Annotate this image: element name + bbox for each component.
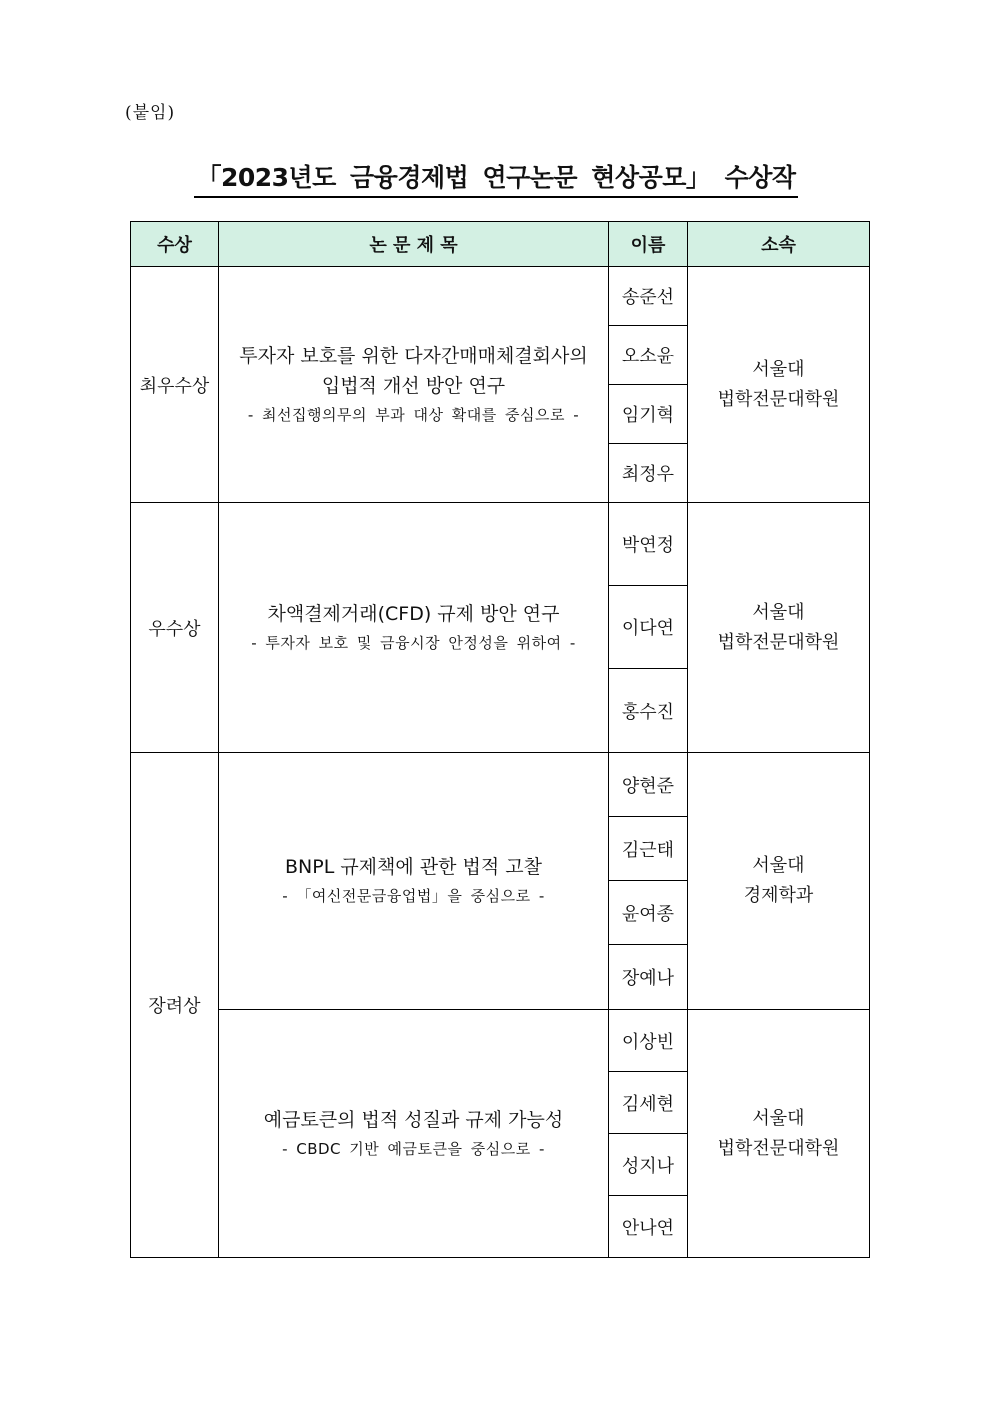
name-cell: 윤여종 [609, 881, 688, 945]
attachment-label: (붙임) [125, 103, 176, 123]
affiliation-cell [688, 267, 870, 503]
table-row [131, 267, 870, 326]
paper-title-cell [219, 503, 609, 753]
paper-title-cell [219, 753, 609, 1010]
award-cell: 최우수상 [131, 267, 219, 503]
name-cell: 안나연 [609, 1196, 688, 1258]
awards-table [130, 221, 870, 1258]
name-cell: 박연정 [609, 503, 688, 586]
header-affiliation: 소속 [688, 222, 870, 267]
table-row [131, 753, 870, 817]
paper-subtitle: - 투자자 보호 및 금융시장 안정성을 위하여 - [251, 633, 576, 652]
name-cell: 오소윤 [609, 326, 688, 385]
table-row [131, 1010, 870, 1072]
paper-title-line: 예금토큰의 법적 성질과 규제 가능성 [263, 1108, 564, 1131]
paper-title-line: 차액결제거래(CFD) 규제 방안 연구 [267, 602, 560, 625]
name-cell: 홍수진 [609, 669, 688, 753]
affiliation-cell [688, 503, 870, 753]
name-cell: 장예나 [609, 945, 688, 1010]
table-row [131, 503, 870, 586]
name-cell: 양현준 [609, 753, 688, 817]
name-cell: 임기혁 [609, 385, 688, 444]
affiliation-line: 서울대 [752, 358, 805, 380]
paper-title-line: BNPL 규제책에 관한 법적 고찰 [285, 856, 542, 878]
affiliation-line: 법학전문대학원 [717, 1137, 840, 1159]
paper-title-line: 투자자 보호를 위한 다자간매매체결회사의 [239, 344, 588, 367]
affiliation-line: 법학전문대학원 [717, 388, 840, 410]
paper-subtitle: - 「여신전문금융업법」을 중심으로 - [282, 887, 545, 905]
page-title: 「2023년도 금융경제법 연구논문 현상공모」 수상작 [194, 158, 797, 198]
affiliation-line: 서울대 [752, 1107, 805, 1129]
header-award: 수상 [131, 222, 219, 267]
affiliation-line: 서울대 [752, 601, 805, 623]
name-cell: 이상빈 [609, 1010, 688, 1072]
award-cell: 우수상 [131, 503, 219, 753]
name-cell: 송준선 [609, 267, 688, 326]
header-paper-title: 논 문 제 목 [219, 222, 609, 267]
affiliation-line: 서울대 [752, 855, 805, 876]
name-cell: 김근태 [609, 817, 688, 881]
name-cell: 김세현 [609, 1072, 688, 1134]
table-header-row [131, 222, 870, 267]
affiliation-cell [688, 1010, 870, 1258]
title-container [0, 158, 992, 198]
header-name: 이름 [609, 222, 688, 267]
award-cell: 장려상 [131, 753, 219, 1258]
paper-subtitle: - 최선집행의무의 부과 대상 확대를 중심으로 - [247, 405, 580, 424]
name-cell: 이다연 [609, 586, 688, 669]
paper-title-cell [219, 1010, 609, 1258]
paper-title-line: 입법적 개선 방안 연구 [321, 374, 506, 397]
name-cell: 성지나 [609, 1134, 688, 1196]
paper-subtitle: - CBDC 기반 예금토큰을 중심으로 - [282, 1139, 545, 1158]
affiliation-line: 법학전문대학원 [717, 631, 840, 653]
affiliation-cell [688, 753, 870, 1010]
name-cell: 최정우 [609, 444, 688, 503]
paper-title-cell [219, 267, 609, 503]
affiliation-line: 경제학과 [743, 885, 814, 906]
